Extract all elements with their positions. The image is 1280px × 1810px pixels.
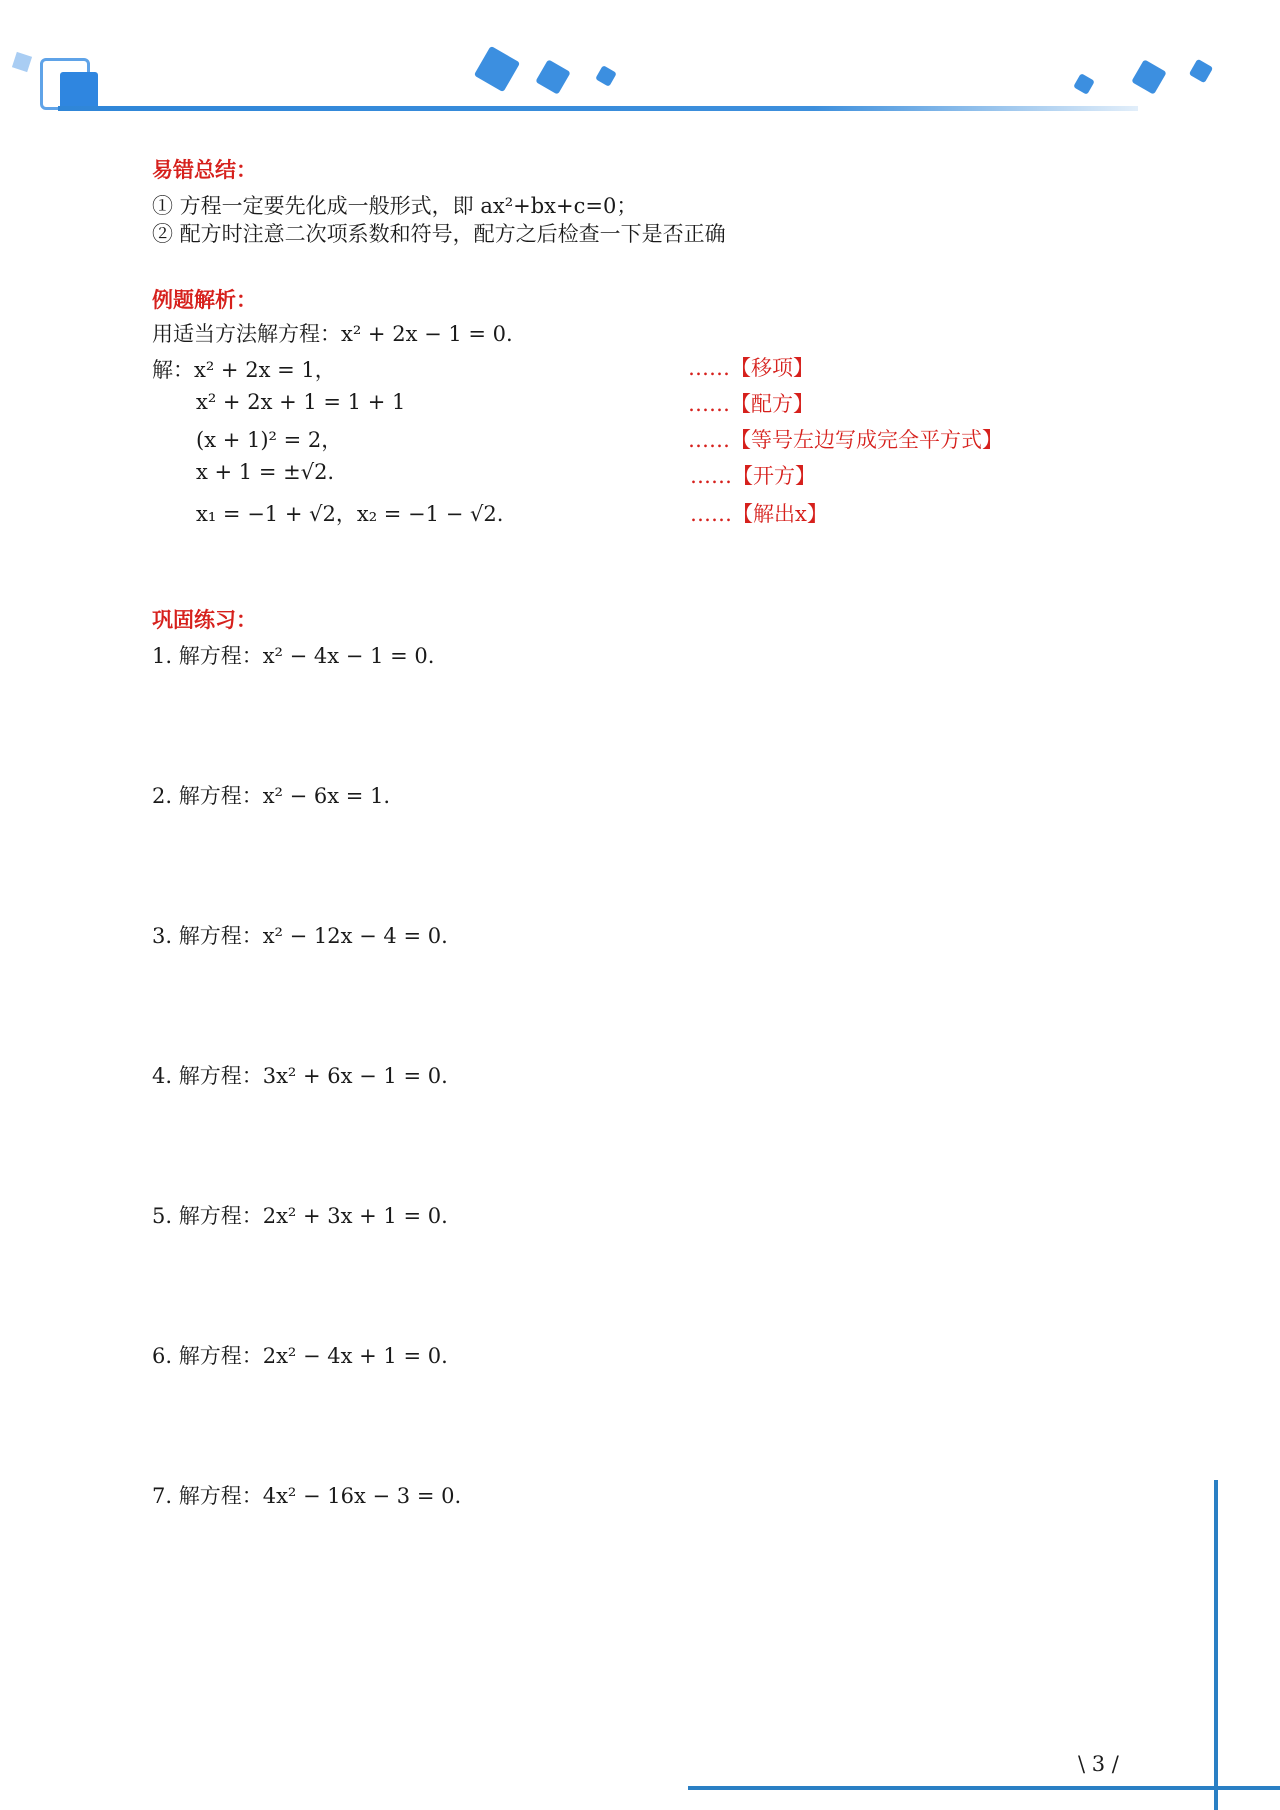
summary-item-2: ② 配方时注意二次项系数和符号，配方之后检查一下是否正确 — [152, 222, 726, 246]
practice-problem-7: 7. 解方程：4x² − 16x − 3 = 0. — [152, 1484, 462, 1508]
header-decor-small-square — [12, 52, 32, 72]
practice-problem-4: 4. 解方程：3x² + 6x − 1 = 0. — [152, 1064, 448, 1088]
solution-step-3: (x + 1)² = 2， — [196, 428, 343, 452]
solution-note-5: ……【解出x】 — [690, 502, 828, 526]
header-decor-diamond — [474, 46, 520, 92]
solution-note-1: ……【移项】 — [688, 356, 814, 380]
practice-heading: 巩固练习： — [152, 608, 257, 632]
example-heading: 例题解析： — [152, 288, 257, 312]
header-decor-diamond — [1189, 59, 1214, 84]
practice-problem-3: 3. 解方程：x² − 12x − 4 = 0. — [152, 924, 448, 948]
page-number: \ 3 / — [1078, 1752, 1119, 1776]
summary-heading: 易错总结： — [152, 158, 257, 182]
example-problem: 用适当方法解方程：x² + 2x − 1 = 0. — [152, 322, 513, 346]
solution-step-4: x + 1 = ±√2. — [196, 460, 335, 484]
footer-vertical-rule — [1214, 1480, 1218, 1810]
solution-step-5: x₁ = −1 + √2，x₂ = −1 − √2. — [196, 502, 504, 526]
header-decor-diamond — [1073, 73, 1095, 95]
practice-problem-1: 1. 解方程：x² − 4x − 1 = 0. — [152, 644, 435, 668]
practice-problem-5: 5. 解方程：2x² + 3x + 1 = 0. — [152, 1204, 448, 1228]
solution-step-2: x² + 2x + 1 = 1 + 1 — [196, 390, 406, 414]
summary-item-1: ① 方程一定要先化成一般形式，即 ax²+bx+c=0； — [152, 194, 638, 218]
solution-note-2: ……【配方】 — [688, 392, 814, 416]
solution-step-1: 解：x² + 2x = 1， — [152, 358, 336, 382]
practice-problem-2: 2. 解方程：x² − 6x = 1. — [152, 784, 391, 808]
header-decor-diamond — [595, 65, 617, 87]
solution-note-4: ……【开方】 — [690, 464, 816, 488]
solution-note-3: ……【等号左边写成完全平方式】 — [688, 428, 1003, 452]
header-decor-diamond — [535, 59, 571, 95]
header-rule — [58, 106, 1138, 111]
footer-rule — [688, 1786, 1280, 1790]
header-decor-diamond — [1131, 59, 1167, 95]
header-decor-square — [60, 72, 98, 110]
practice-problem-6: 6. 解方程：2x² − 4x + 1 = 0. — [152, 1344, 448, 1368]
